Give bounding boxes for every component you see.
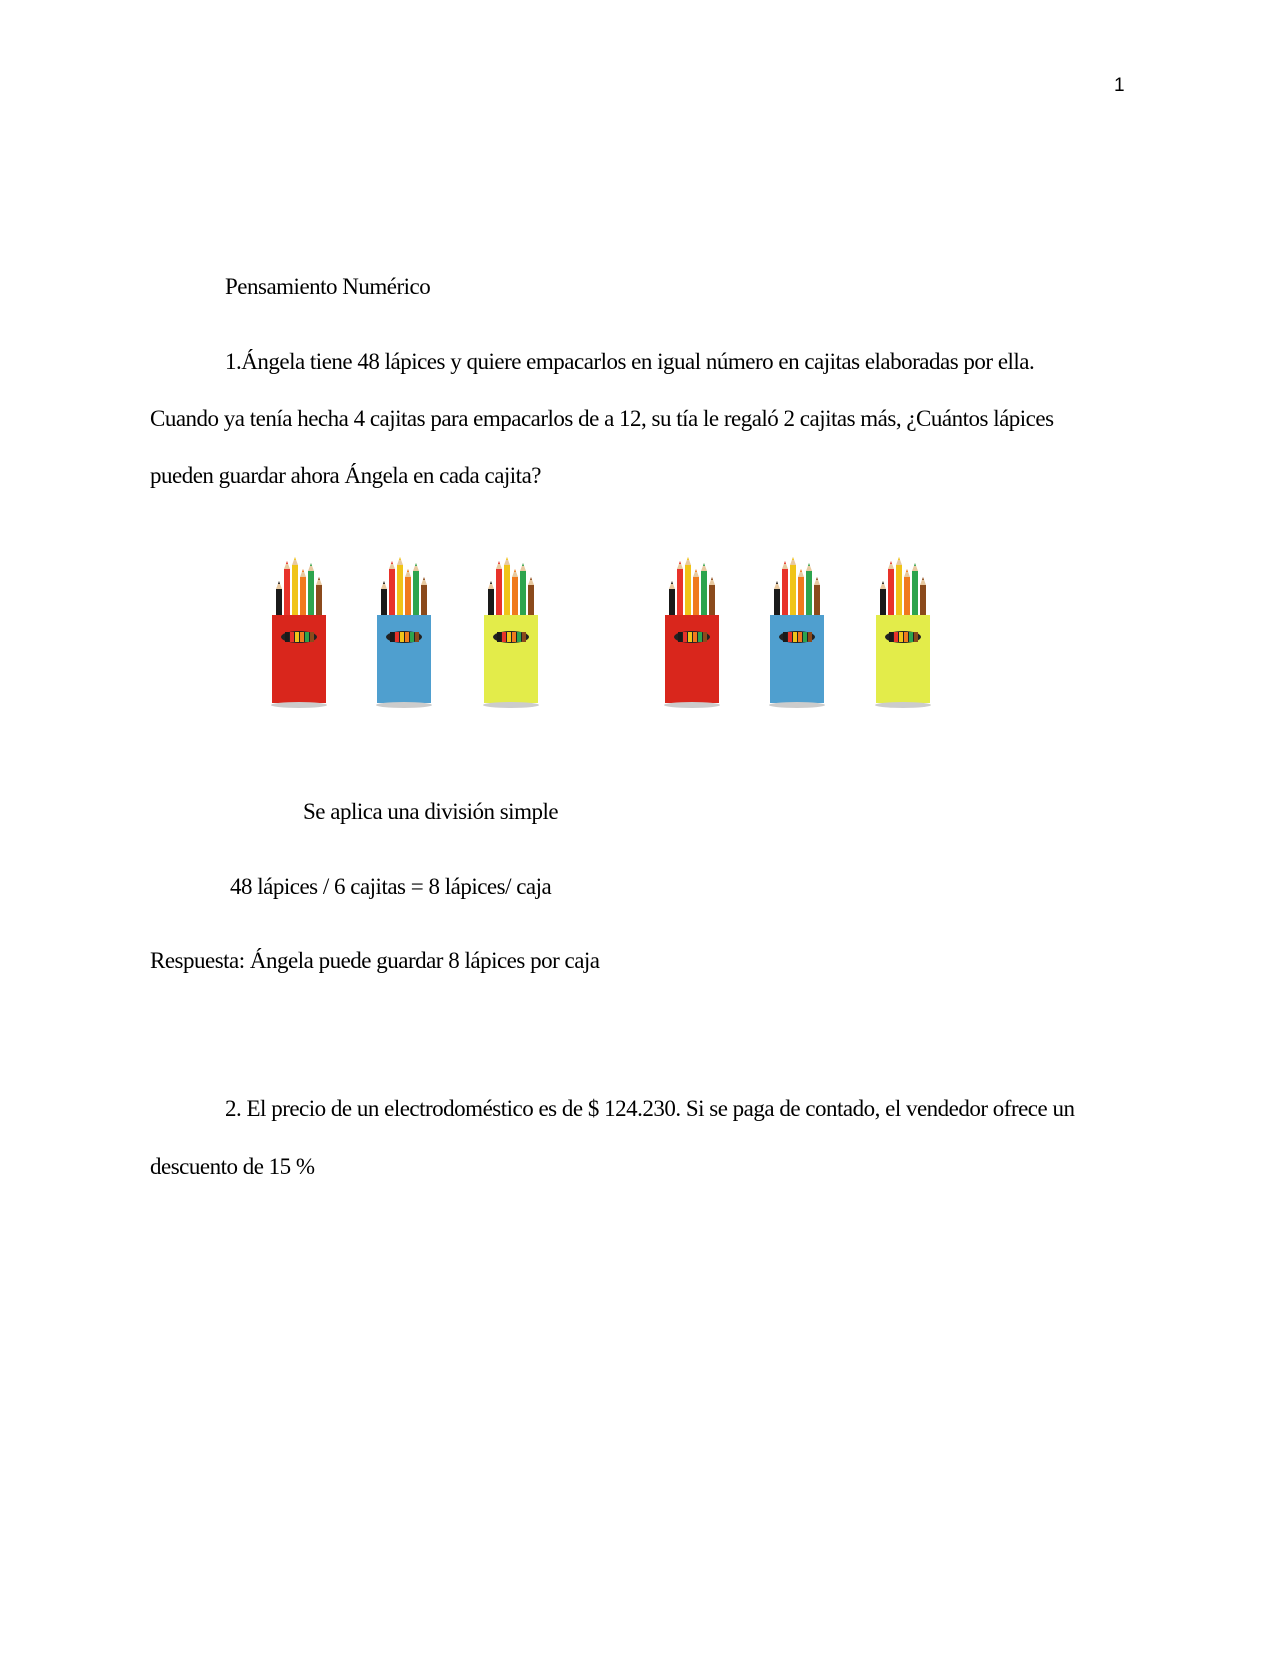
page-number: 1: [1114, 75, 1125, 96]
pencil-lead: [816, 577, 818, 580]
problem-1-line-1: 1.Ángela tiene 48 lápices y quiere empacarlos en igual número en cajitas elaboradas por ella.: [225, 349, 1035, 374]
pencil-lead: [514, 569, 516, 572]
pencil-box: [663, 555, 723, 710]
pencil-box-graphic: [768, 555, 828, 710]
pencil-lead: [407, 569, 409, 572]
pencil-lead: [286, 561, 288, 564]
pencil-lead: [530, 577, 532, 580]
pencil-box: [874, 555, 934, 710]
box-shadow: [483, 702, 539, 708]
window-pencil: [783, 632, 787, 642]
window-pencil: [522, 632, 526, 642]
pencil-lead: [423, 577, 425, 580]
window-pencil: [295, 632, 299, 642]
pencil-lead: [800, 569, 802, 572]
pencil-lead: [671, 581, 673, 584]
pencil-lead: [695, 569, 697, 572]
box-body: [272, 615, 326, 703]
section-heading: Pensamiento Numérico: [225, 274, 431, 299]
window-pencil: [300, 632, 304, 642]
window-pencil: [788, 632, 792, 642]
box-body: [876, 615, 930, 703]
window-pencil: [400, 632, 404, 642]
pencil-box: [270, 555, 330, 710]
problem-2-line-1: 2. El precio de un electrodoméstico es de $ 124.230. Si se paga de contado, el vendedor ofrece un: [225, 1096, 1075, 1121]
pencil-lead: [294, 557, 296, 560]
pencil-lead: [310, 563, 312, 566]
window-pencil: [688, 632, 692, 642]
window-pencil: [395, 632, 399, 642]
box-body: [770, 615, 824, 703]
problem-2-line-2: descuento de 15 %: [150, 1154, 315, 1179]
window-pencil: [405, 632, 409, 642]
box-body: [484, 615, 538, 703]
box-shadow: [664, 702, 720, 708]
window-pencil: [415, 632, 419, 642]
pencil-lead: [687, 557, 689, 560]
pencil-box-graphic: [375, 555, 435, 710]
box-shadow: [769, 702, 825, 708]
window-pencil: [914, 632, 918, 642]
pencil-lead: [498, 561, 500, 564]
solution-method: Se aplica una división simple: [303, 799, 559, 824]
pencil-lead: [711, 577, 713, 580]
pencil-lead: [922, 577, 924, 580]
pencil-lead: [415, 563, 417, 566]
window-pencil: [497, 632, 501, 642]
problem-1-line-2: Cuando ya tenía hecha 4 cajitas para empacarlos de a 12, su tía le regaló 2 cajitas más, ¿Cuántos lápices: [150, 406, 1054, 431]
window-pencil: [285, 632, 289, 642]
pencil-lead: [522, 563, 524, 566]
window-pencil: [899, 632, 903, 642]
pencil-box-graphic: [874, 555, 934, 710]
box-body: [377, 615, 431, 703]
window-pencil: [512, 632, 516, 642]
pencil-lead: [914, 563, 916, 566]
pencil-box-graphic: [663, 555, 723, 710]
pencil-lead: [776, 581, 778, 584]
window-pencil: [904, 632, 908, 642]
pencil-lead: [318, 577, 320, 580]
box-shadow: [875, 702, 931, 708]
pencil-lead: [278, 581, 280, 584]
pencil-lead: [506, 557, 508, 560]
window-pencil: [698, 632, 702, 642]
window-pencil: [678, 632, 682, 642]
box-body: [665, 615, 719, 703]
pencil-lead: [383, 581, 385, 584]
window-pencil: [305, 632, 309, 642]
window-pencil: [683, 632, 687, 642]
pencil-lead: [890, 561, 892, 564]
pencil-lead: [784, 561, 786, 564]
solution-answer: Respuesta: Ángela puede guardar 8 lápices por caja: [150, 948, 600, 973]
pencil-lead: [898, 557, 900, 560]
pencil-lead: [391, 561, 393, 564]
pencil-box: [482, 555, 542, 710]
window-pencil: [703, 632, 707, 642]
pencil-box-graphic: [482, 555, 542, 710]
pencil-lead: [490, 581, 492, 584]
pencil-lead: [399, 557, 401, 560]
window-pencil: [894, 632, 898, 642]
pencil-boxes-illustration: [270, 555, 970, 715]
problem-1-line-3: pueden guardar ahora Ángela en cada cajita?: [150, 463, 541, 488]
window-pencil: [502, 632, 506, 642]
box-shadow: [271, 702, 327, 708]
window-pencil: [310, 632, 314, 642]
window-pencil: [793, 632, 797, 642]
pencil-lead: [906, 569, 908, 572]
solution-equation: 48 lápices / 6 cajitas = 8 lápices/ caja: [230, 874, 552, 899]
window-pencil: [798, 632, 802, 642]
window-pencil: [693, 632, 697, 642]
window-pencil: [909, 632, 913, 642]
pencil-lead: [882, 581, 884, 584]
window-pencil: [507, 632, 511, 642]
pencil-box: [375, 555, 435, 710]
window-pencil: [803, 632, 807, 642]
window-pencil: [808, 632, 812, 642]
window-pencil: [410, 632, 414, 642]
pencil-lead: [808, 563, 810, 566]
pencil-lead: [792, 557, 794, 560]
pencil-box-graphic: [270, 555, 330, 710]
window-pencil: [390, 632, 394, 642]
pencil-box: [768, 555, 828, 710]
window-pencil: [889, 632, 893, 642]
window-pencil: [517, 632, 521, 642]
pencil-lead: [302, 569, 304, 572]
pencil-lead: [679, 561, 681, 564]
window-pencil: [290, 632, 294, 642]
box-shadow: [376, 702, 432, 708]
pencil-lead: [703, 563, 705, 566]
